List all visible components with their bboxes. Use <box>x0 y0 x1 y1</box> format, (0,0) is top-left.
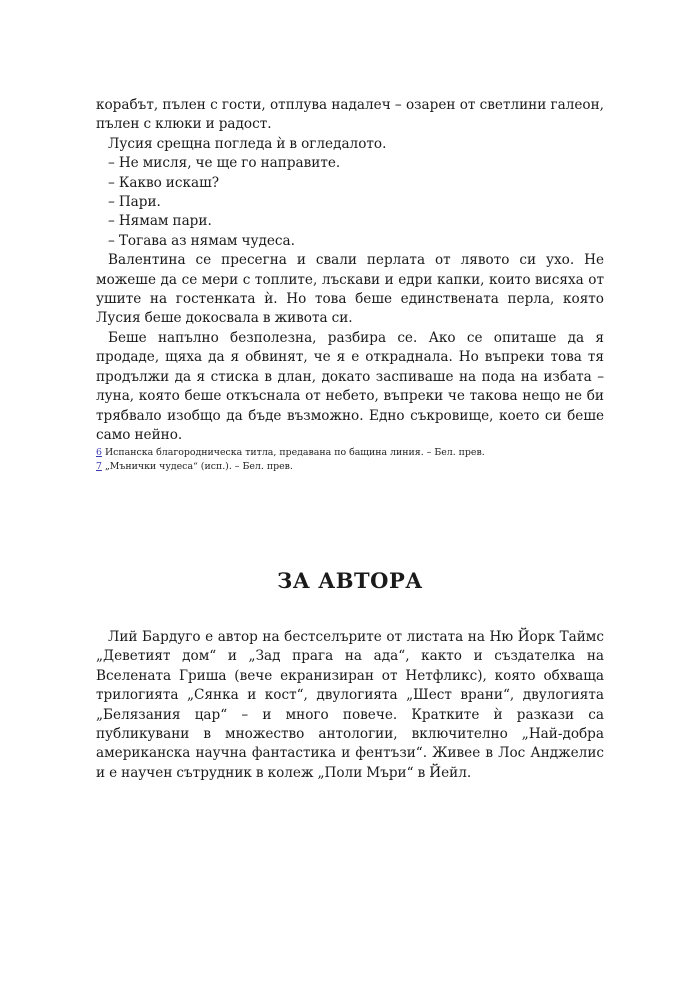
footnote <box>96 460 604 474</box>
footnote-text: „Мънички чудеса“ (исп.). – Бел. прев. <box>101 461 293 473</box>
story-paragraph: корабът, пълен с гости, отплува надалеч – озарен от светлини галеон, пълен с клюки и радост. <box>96 97 604 133</box>
footnote-text: Испанска благородническа титла, предавана по бащина линия. – Бел. прев. <box>101 447 485 459</box>
story-paragraph: Беше напълно безполезна, разбира се. Ако се опиташе да я продаде, щяха да я обвинят, че я е откраднала. Но въпреки това тя продължи да я стиска в длан, докато заспиваше на пода на избата – луна, която беше откъснала от небето, въпреки че такова нещо не би трябвало изобщо да бъде възможно. Едно съкровище, което си беше само нейно. <box>96 329 604 443</box>
about-author-paragraph: Лий Бардуго е автор на бестселърите от листата на Ню Йорк Таймс „Деветият дом“ и „Зад прага на ада“, както и създателка на Вселената Гриша (вече екранизиран от Нетфликс), която обхваща трилогията „Сянка и кост“, двулогията „Шест врани“, двулогията „Белязания цар“ – и много повече. Кратките ѝ разкази са публикувани в множество антологии, включително „Най-добра американска научна фантастика и фентъзи“. Живее в Лос Анджелис и е научен сътрудник в колеж „Поли Мъри“ в Йейл. <box>96 629 604 781</box>
footnote <box>96 446 604 460</box>
dialogue-line: – Какво искаш? <box>108 174 219 191</box>
footnote-link-6[interactable]: 6 <box>96 447 102 459</box>
footnote-link-7[interactable]: 7 <box>96 461 102 473</box>
about-author-block <box>96 628 604 783</box>
dialogue-line: – Не мисля, че ще го направите. <box>108 155 341 172</box>
dialogue-line: – Тогава аз нямам чудеса. <box>108 232 295 249</box>
story-paragraph: Валентина се пресегна и свали перлата от лявото си ухо. Не можеше да се мери с топлите, лъскави и едри капки, които висяха от ушите на гостенката ѝ. Но това беше единствената перла, която Лусия беше докосвала в живота си. <box>96 252 604 327</box>
footnotes <box>96 446 604 474</box>
dialogue-line: – Нямам пари. <box>108 213 212 230</box>
story-paragraph: Лусия срещна погледа ѝ в огледалото. <box>108 135 387 152</box>
chapter-title: ЗА АВТОРА <box>277 568 423 593</box>
story-text-block <box>96 96 604 474</box>
dialogue-line: – Пари. <box>108 194 161 211</box>
